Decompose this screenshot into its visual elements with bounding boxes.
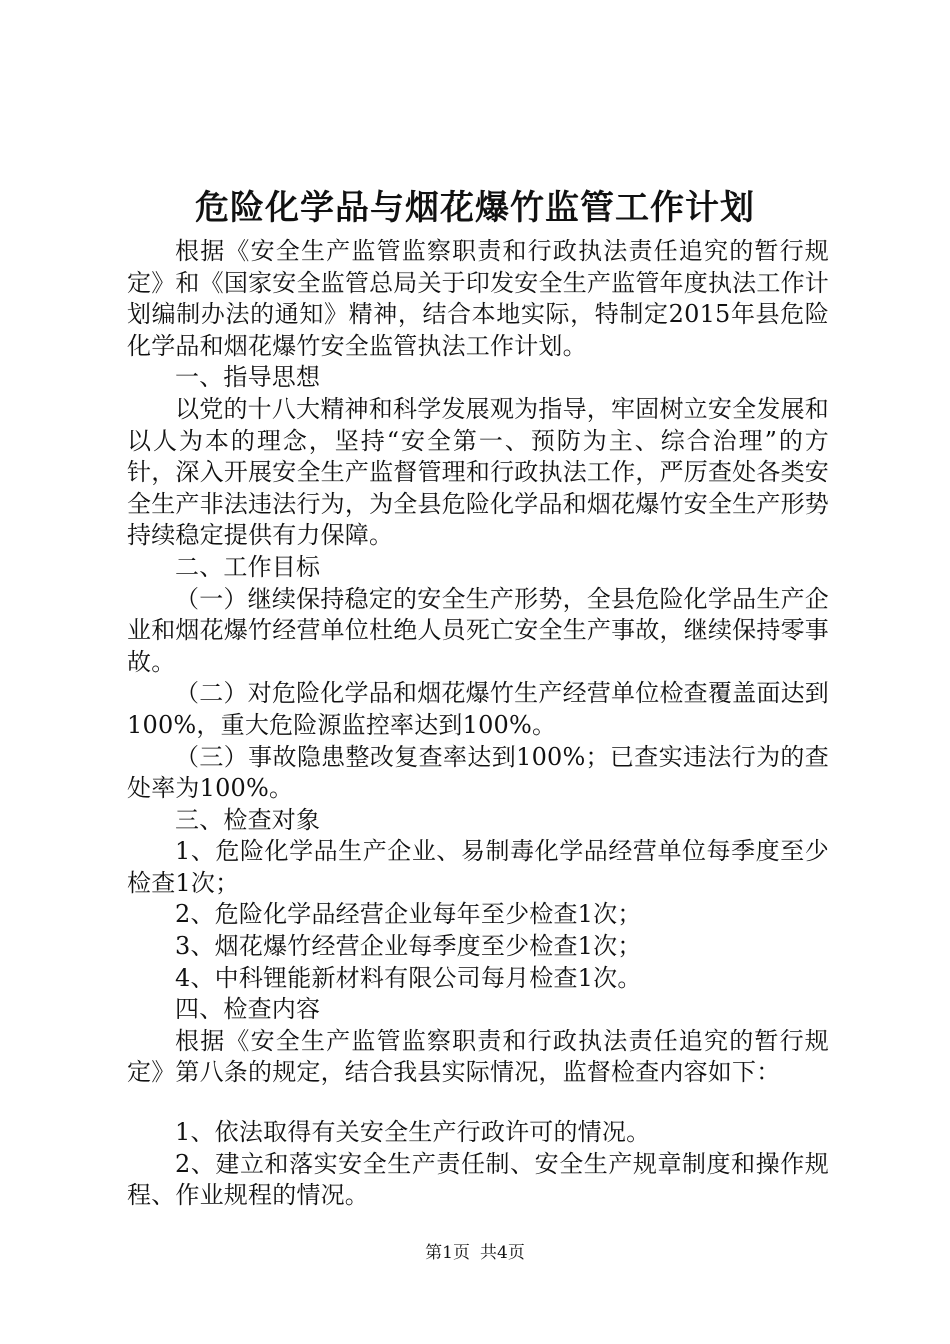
page-number: 第1页 <box>425 1243 470 1263</box>
document-title: 危险化学品与烟花爆竹监管工作计划 <box>195 188 755 228</box>
section-heading-4: 四、检查内容 <box>175 995 321 1024</box>
target-item-3: 3、烟花爆竹经营企业每季度至少检查1次； <box>175 932 642 961</box>
target-item-2: 2、危险化学品经营企业每年至少检查1次； <box>175 900 642 929</box>
paragraph-guiding: 以党的十八大精神和科学发展观为指导，牢固树立安全发展和以人为本的理念，坚持“安全第一、预防为主、综合治理”的方针，深入开展安全生产监督管理和行政执法工作，严厉查处各类安全生产非法违法行为，为全县危险化学品和烟花爆竹安全生产形势持续稳定提供有力保障。 <box>127 394 829 550</box>
target-item-1: 1、危险化学品生产企业、易制毒化学品经营单位每季度至少检查1次； <box>127 837 829 897</box>
goal-item-2: （二）对危险化学品和烟花爆竹生产经营单位检查覆盖面达到100%，重大危险源监控率达到100%。 <box>127 679 829 739</box>
section-heading-2: 二、工作目标 <box>175 552 321 581</box>
paragraph-intro: 根据《安全生产监管监察职责和行政执法责任追究的暂行规定》和《国家安全监管总局关于印发安全生产监管年度执法工作计划编制办法的通知》精神，结合本地实际，特制定2015年县危险化学品和烟花爆竹安全监管执法工作计划。 <box>127 237 829 360</box>
page-footer <box>0 1242 950 1264</box>
page-total: 共4页 <box>480 1243 525 1263</box>
section-heading-1: 一、指导思想 <box>175 363 321 392</box>
paragraph-content-intro: 根据《安全生产监管监察职责和行政执法责任追究的暂行规定》第八条的规定，结合我县实际情况，监督检查内容如下： <box>127 1026 829 1087</box>
content-item-1: 1、依法取得有关安全生产行政许可的情况。 <box>175 1118 651 1147</box>
section-heading-3: 三、检查对象 <box>175 805 321 834</box>
content-item-2: 2、建立和落实安全生产责任制、安全生产规章制度和操作规程、作业规程的情况。 <box>127 1149 829 1210</box>
document-body <box>127 236 829 1212</box>
target-item-4: 4、中科锂能新材料有限公司每月检查1次。 <box>175 963 642 992</box>
goal-item-1: （一）继续保持稳定的安全生产形势，全县危险化学品生产企业和烟花爆竹经营单位杜绝人员死亡安全生产事故，继续保持零事故。 <box>127 584 829 676</box>
goal-item-3: （三）事故隐患整改复查率达到100%；已查实违法行为的查处率为100%。 <box>127 742 829 803</box>
